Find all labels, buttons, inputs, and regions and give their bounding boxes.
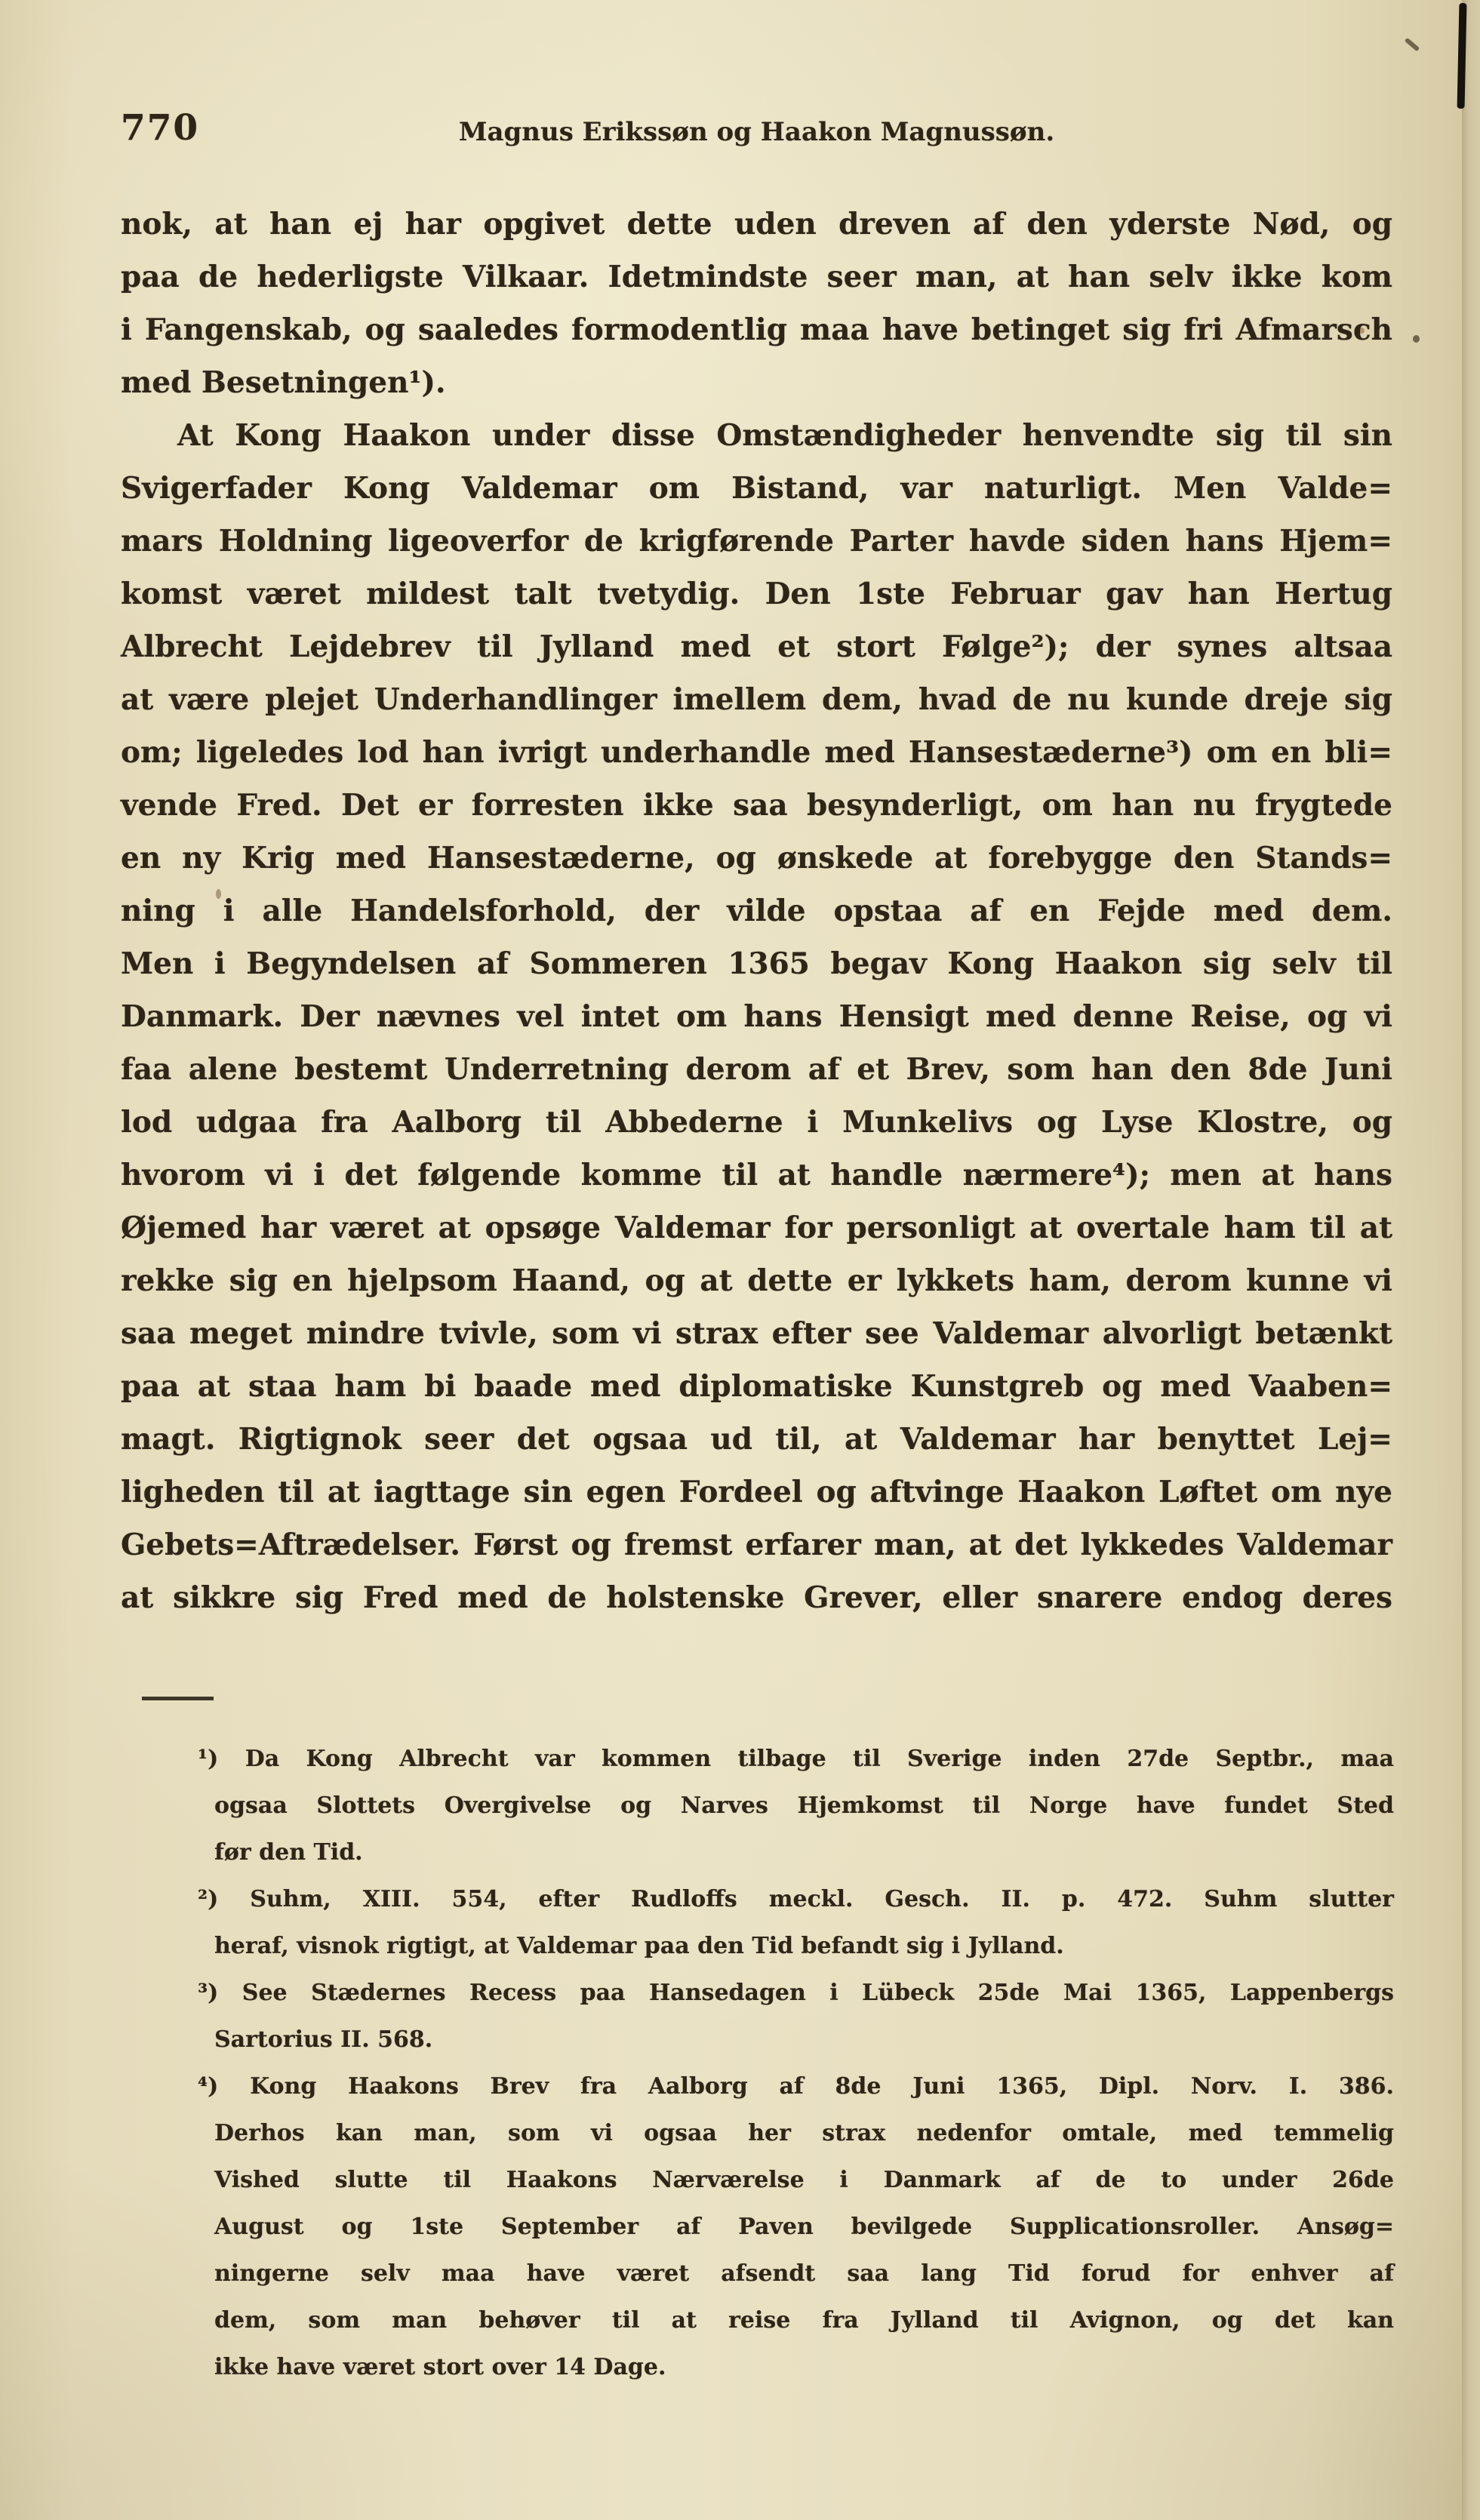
text-line: Svigerfader Kong Valdemar om Bistand, var naturligt. Men Valde=	[121, 471, 1392, 506]
text-line: At Kong Haakon under disse Omstændigheder henvendte sig til sin	[177, 418, 1392, 453]
footnote-1	[198, 1736, 1394, 1876]
text-line: mars Holdning ligeoverfor de krigførende Parter havde siden hans Hjem=	[121, 524, 1392, 558]
paragraph	[121, 409, 1392, 1624]
text-line: nok, at han ej har opgivet dette uden dreven af den yderste Nød, og	[121, 207, 1392, 242]
text-line: ligheden til at iagttage sin egen Fordeel og aftvinge Haakon Løftet om nye	[121, 1475, 1392, 1509]
footnote-4	[198, 2063, 1394, 2391]
text-line: lod udgaa fra Aalborg til Abbederne i Munkelivs og Lyse Klostre, og	[121, 1105, 1392, 1140]
text-line: komst været mildest talt tvetydig. Den 1ste Februar gav han Hertug	[121, 577, 1392, 611]
text-line: August og 1ste September af Paven bevilgede Supplicationsroller. Ansøg=	[214, 2214, 1394, 2240]
text-line: før den Tid.	[214, 1839, 363, 1866]
text-line: ¹) Da Kong Albrecht var kommen tilbage til Sverige inden 27de Septbr., maa	[198, 1746, 1394, 1772]
text-line: Men i Begyndelsen af Sommeren 1365 begav Kong Haakon sig selv til	[121, 946, 1392, 981]
page-edge-line	[1460, 0, 1464, 2520]
text-line: heraf, visnok rigtigt, at Valdemar paa den Tid befandt sig i Jylland.	[214, 1933, 1064, 1959]
text-line: Vished slutte til Haakons Nærværelse i Danmark af de to under 26de	[214, 2167, 1394, 2193]
text-line: rekke sig en hjelpsom Haand, og at dette er lykkets ham, derom kunne vi	[121, 1263, 1392, 1298]
footnotes-section	[198, 1736, 1394, 2391]
footnote-3	[198, 1970, 1394, 2063]
text-line: ²) Suhm, XIII. 554, efter Rudloffs meckl. Gesch. II. p. 472. Suhm slutter	[198, 1886, 1394, 1912]
text-line: ³) See Stædernes Recess paa Hansedagen i Lübeck 25de Mai 1365, Lappenbergs	[198, 1980, 1394, 2006]
text-line: hvorom vi i det følgende komme til at handle nærmere⁴); men at hans	[121, 1158, 1392, 1192]
page-edge-strip	[1462, 0, 1480, 2520]
text-line: Derhos kan man, som vi ogsaa her strax nedenfor omtale, med temmelig	[214, 2120, 1394, 2146]
paper-speck	[1413, 335, 1420, 343]
text-line: ⁴) Kong Haakons Brev fra Aalborg af 8de Juni 1365, Dipl. Norv. I. 386.	[198, 2073, 1394, 2100]
text-line: ogsaa Slottets Overgivelse og Narves Hjemkomst til Norge have fundet Sted	[214, 1792, 1394, 1819]
text-line: faa alene bestemt Underretning derom af et Brev, som han den 8de Juni	[121, 1052, 1392, 1087]
text-line: ikke have været stort over 14 Dage.	[214, 2354, 666, 2380]
text-line: paa at staa ham bi baade med diplomatiske Kunstgreb og med Vaaben=	[121, 1369, 1392, 1404]
text-line: med Besetningen¹).	[121, 365, 446, 400]
main-text	[121, 198, 1392, 1624]
page-number: 770	[121, 107, 200, 149]
text-line: at være plejet Underhandlinger imellem dem, hvad de nu kunde dreje sig	[121, 682, 1392, 717]
text-line: ning i alle Handelsforhold, der vilde opstaa af en Fejde med dem.	[121, 894, 1392, 928]
text-line: en ny Krig med Hansestæderne, og ønskede at forebygge den Stands=	[121, 841, 1392, 875]
paragraph	[121, 198, 1392, 409]
text-line: Øjemed har været at opsøge Valdemar for personligt at overtale ham til at	[121, 1211, 1392, 1245]
paper-speck	[1405, 38, 1420, 52]
text-line: Gebets=Aftrædelser. Først og fremst erfarer man, at det lykkedes Valdemar	[121, 1528, 1392, 1562]
text-line: i Fangenskab, og saaledes formodentlig maa have betinget sig fri Afmarsch	[121, 312, 1392, 347]
running-title: Magnus Erikssøn og Haakon Magnussøn.	[458, 117, 1055, 147]
text-line: om; ligeledes lod han ivrigt underhandle med Hansestæderne³) om en bli=	[121, 735, 1392, 770]
text-line: Albrecht Lejdebrev til Jylland med et stort Følge²); der synes altsaa	[121, 629, 1392, 664]
text-line: paa de hederligste Vilkaar. Idetmindste seer man, at han selv ikke kom	[121, 260, 1392, 294]
text-line: ningerne selv maa have været afsendt saa lang Tid forud for enhver af	[214, 2260, 1394, 2287]
text-line: at sikkre sig Fred med de holstenske Grever, eller snarere endog deres	[121, 1580, 1392, 1615]
text-line: Danmark. Der nævnes vel intet om hans Hensigt med denne Reise, og vi	[121, 999, 1392, 1034]
text-line: Sartorius II. 568.	[214, 2026, 433, 2053]
footnote-2	[198, 1876, 1394, 1970]
text-line: saa meget mindre tvivle, som vi strax efter see Valdemar alvorligt betænkt	[121, 1316, 1392, 1351]
text-line: vende Fred. Det er forresten ikke saa besynderligt, om han nu frygtede	[121, 788, 1392, 823]
text-line: dem, som man behøver til at reise fra Jylland til Avignon, og det kan	[214, 2307, 1394, 2334]
footnote-separator-rule	[142, 1697, 214, 1700]
text-line: magt. Rigtignok seer det ogsaa ud til, at Valdemar har benyttet Lej=	[121, 1422, 1392, 1457]
